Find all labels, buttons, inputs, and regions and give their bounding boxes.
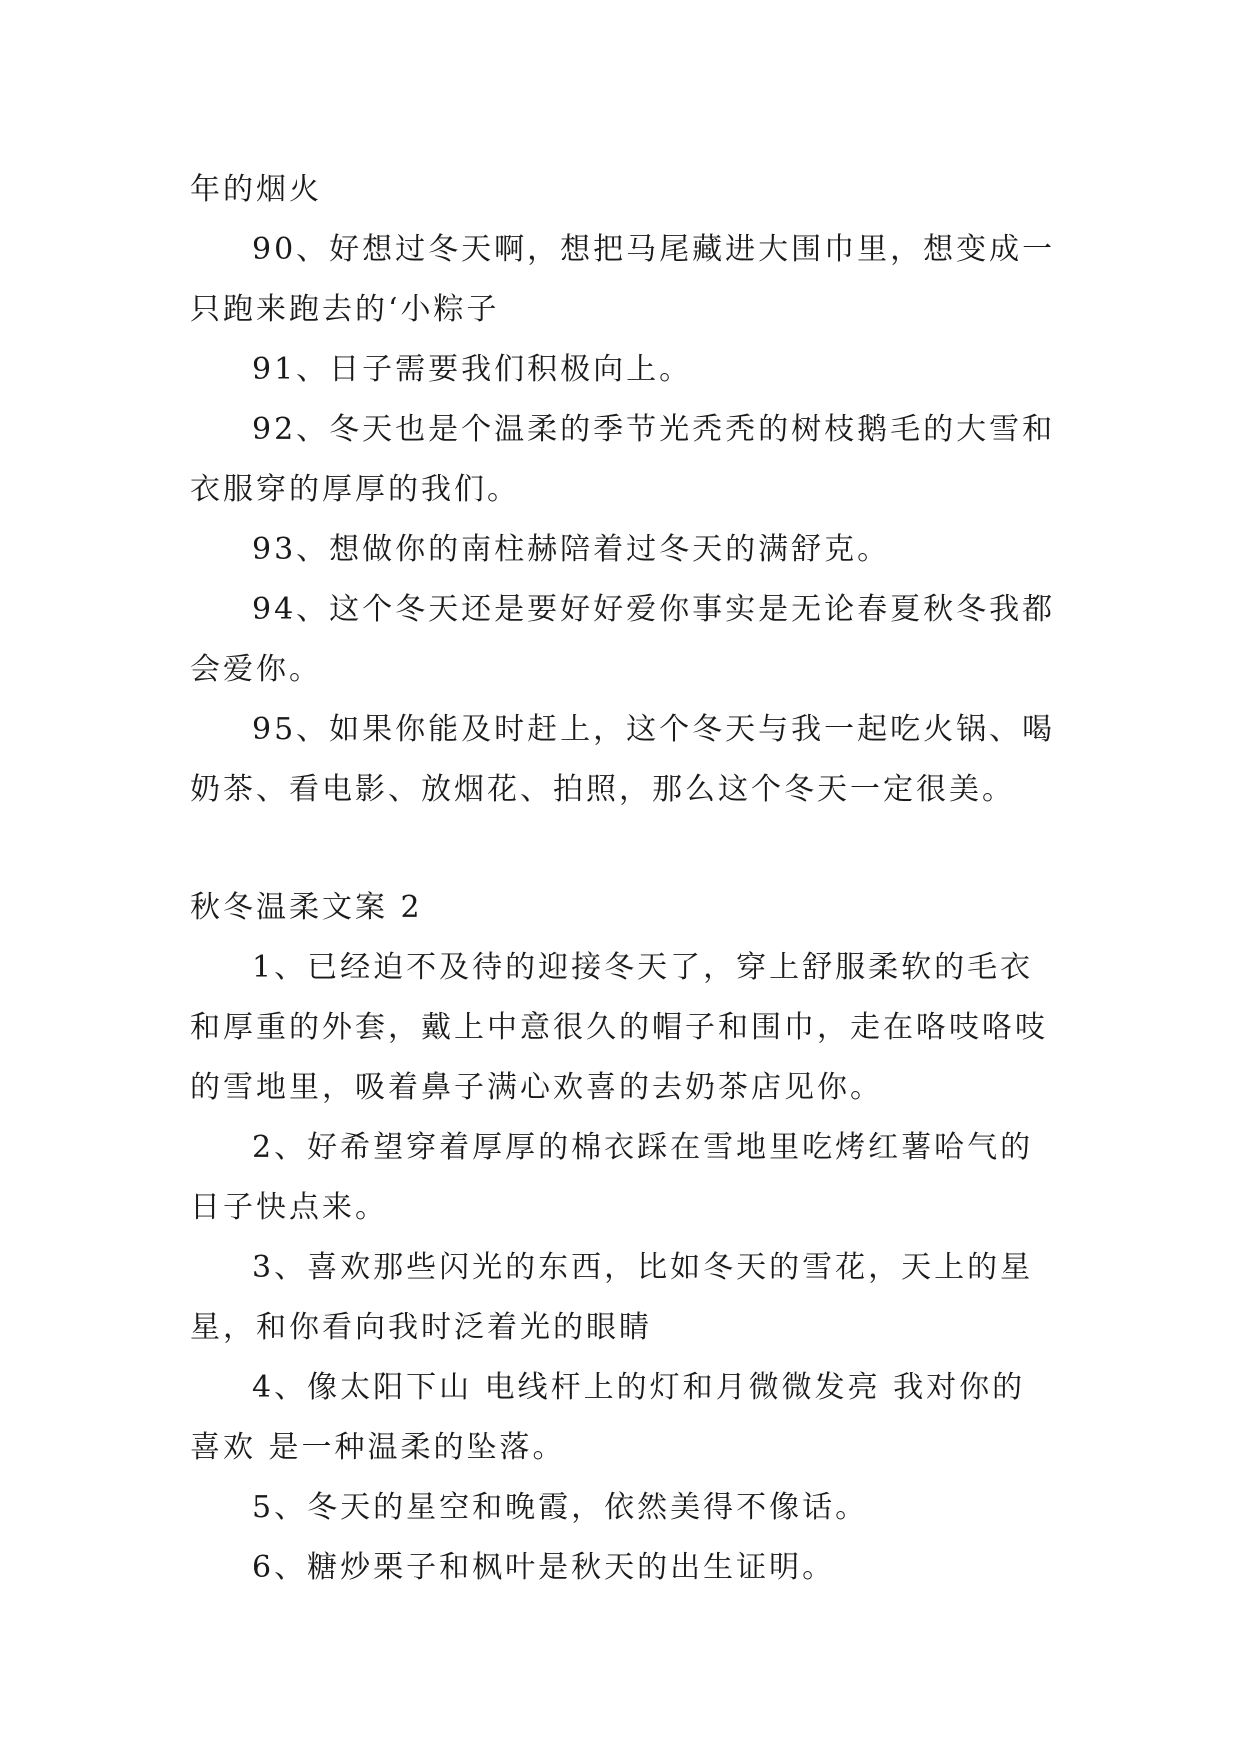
list-item-3 bbox=[190, 1238, 1053, 1358]
section-spacer bbox=[190, 820, 1053, 878]
list-item-line: 92、冬天也是个温柔的季节光秃秃的树枝鹅毛的大雪和 bbox=[252, 412, 1056, 447]
list-item-93 bbox=[190, 520, 1053, 580]
list-item-line: 94、这个冬天还是要好好爱你事实是无论春夏秋冬我都 bbox=[252, 592, 1056, 627]
continued-text: 年的烟火 bbox=[190, 172, 322, 207]
list-item-line: 90、好想过冬天啊，想把马尾藏进大围巾里，想变成一 bbox=[252, 232, 1056, 267]
list-item-line: 的雪地里，吸着鼻子满心欢喜的去奶茶店见你。 bbox=[190, 1070, 883, 1105]
list-item-line: 91、日子需要我们积极向上。 bbox=[252, 352, 693, 387]
list-item-line: 只跑来跑去的‘小粽子 bbox=[190, 292, 500, 327]
list-item-95 bbox=[190, 700, 1056, 820]
list-item-line: 2、好希望穿着厚厚的棉衣踩在雪地里吃烤红薯哈气的 bbox=[252, 1130, 1034, 1165]
list-item-5 bbox=[190, 1478, 1053, 1538]
list-item-line: 1、已经迫不及待的迎接冬天了，穿上舒服柔软的毛衣 bbox=[252, 950, 1034, 985]
list-item-line: 5、冬天的星空和晚霞，依然美得不像话。 bbox=[252, 1490, 869, 1525]
section-title: 秋冬温柔文案 2 bbox=[190, 890, 423, 925]
list-item-line: 奶茶、看电影、放烟花、拍照，那么这个冬天一定很美。 bbox=[190, 772, 1015, 807]
list-item-line: 星，和你看向我时泛着光的眼睛 bbox=[190, 1310, 652, 1345]
list-item-91 bbox=[190, 340, 1053, 400]
list-item-6 bbox=[190, 1538, 1053, 1598]
list-item-line: 95、如果你能及时赶上，这个冬天与我一起吃火锅、喝 bbox=[252, 712, 1056, 747]
document-body bbox=[190, 160, 1056, 1598]
list-item-line: 和厚重的外套，戴上中意很久的帽子和围巾，走在咯吱咯吱 bbox=[190, 1010, 1048, 1045]
list-item-line: 会爱你。 bbox=[190, 652, 322, 687]
list-item-line: 衣服穿的厚厚的我们。 bbox=[190, 472, 520, 507]
list-item-line: 93、想做你的南柱赫陪着过冬天的满舒克。 bbox=[252, 532, 891, 567]
list-item-4 bbox=[190, 1358, 1053, 1478]
list-item-line: 4、像太阳下山 电线杆上的灯和月微微发亮 我对你的 bbox=[252, 1370, 1026, 1405]
list-item-line: 3、喜欢那些闪光的东西，比如冬天的雪花，天上的星 bbox=[252, 1250, 1034, 1285]
list-item-90 bbox=[190, 220, 1056, 340]
list-item-line: 喜欢 是一种温柔的坠落。 bbox=[190, 1430, 566, 1465]
list-item-2 bbox=[190, 1118, 1053, 1238]
list-item-line: 6、糖炒栗子和枫叶是秋天的出生证明。 bbox=[252, 1550, 836, 1585]
list-item-94 bbox=[190, 580, 1056, 700]
list-item-line: 日子快点来。 bbox=[190, 1190, 388, 1225]
list-item-92 bbox=[190, 400, 1056, 520]
list-item-1 bbox=[190, 938, 1053, 1118]
